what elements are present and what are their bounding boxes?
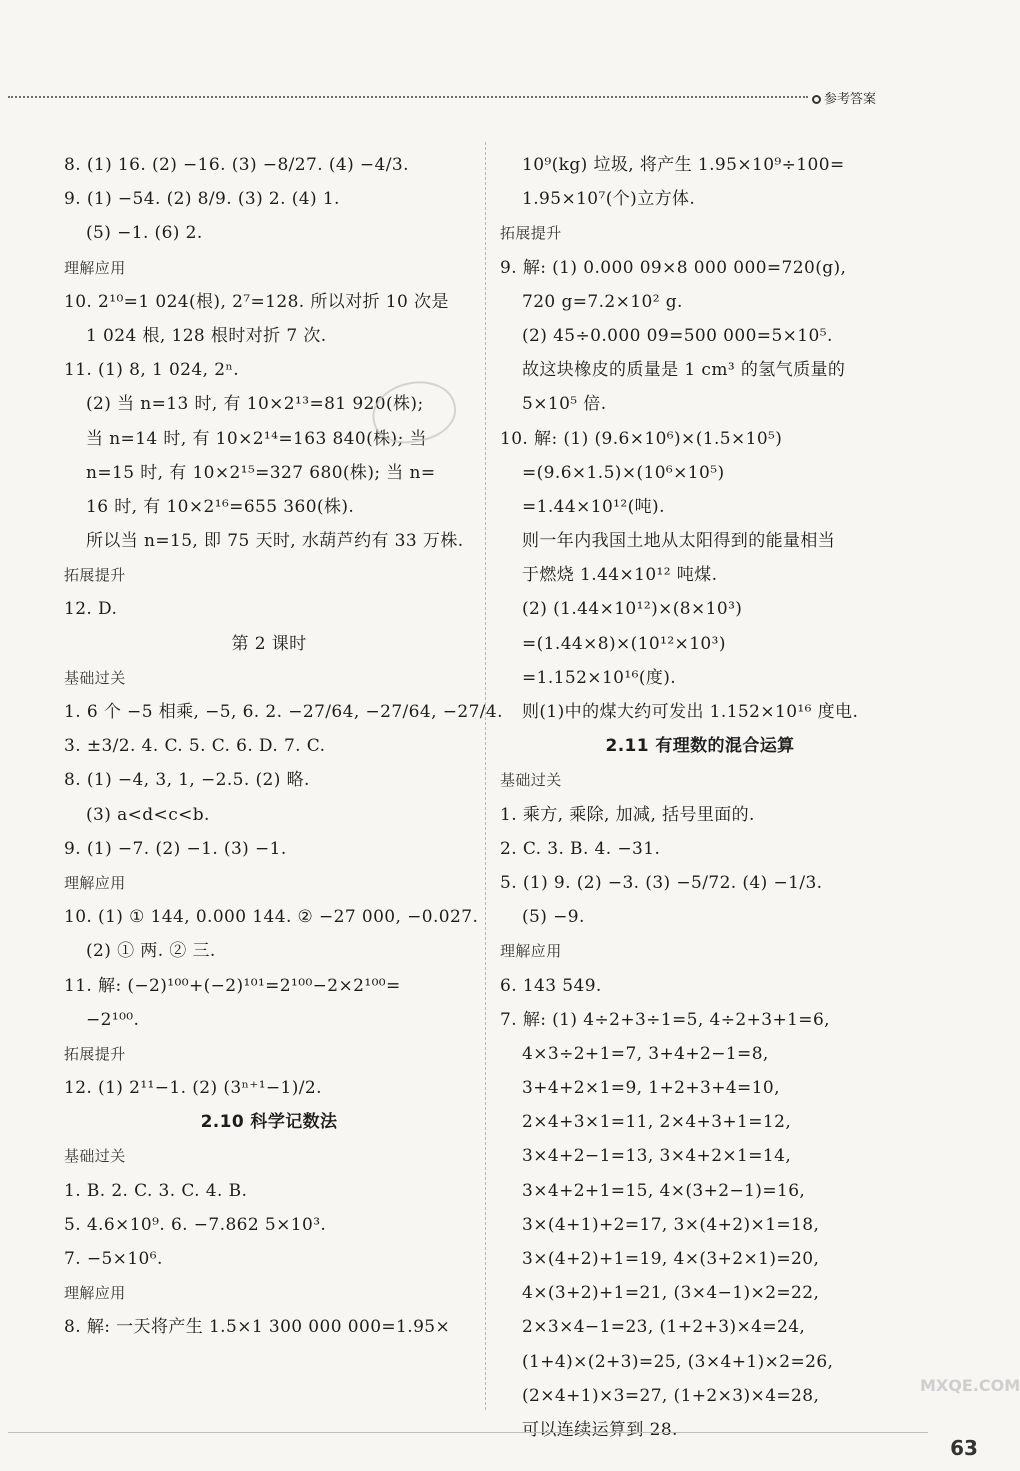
header-dotted-rule — [8, 96, 808, 98]
column-divider — [485, 142, 486, 1410]
answer-line: 2. C. 3. B. 4. −31. — [500, 838, 661, 859]
answer-line: 1 024 根, 128 根时对折 7 次. — [86, 325, 327, 346]
answer-line: 10. 解: (1) (9.6×10⁶)×(1.5×10⁵) — [500, 428, 783, 449]
category-heading: 理解应用 — [64, 258, 126, 277]
right-column — [500, 148, 900, 1447]
answer-line: 16 时, 有 10×2¹⁶=655 360(株). — [86, 496, 355, 517]
answer-line: (2) (1.44×10¹²)×(8×10³) — [522, 599, 743, 620]
answer-line: 4×(3+2)+1=21, (3×4−1)×2=22, — [522, 1283, 820, 1304]
answer-line: =(9.6×1.5)×(10⁶×10⁵) — [522, 462, 725, 483]
answer-line: 6. 143 549. — [500, 975, 602, 996]
section-title: 2.10 科学记数法 — [200, 1112, 338, 1133]
answer-line: (5) −9. — [522, 907, 585, 928]
category-heading: 基础过关 — [64, 1147, 126, 1166]
answer-line: 11. (1) 8, 1 024, 2ⁿ. — [64, 360, 239, 381]
answer-line: (5) −1. (6) 2. — [86, 223, 203, 244]
answer-line: 则一年内我国土地从太阳得到的能量相当 — [522, 531, 836, 552]
answer-line: 12. D. — [64, 599, 118, 620]
answer-line: 9. 解: (1) 0.000 09×8 000 000=720(g), — [500, 257, 847, 278]
answer-line: 7. 解: (1) 4÷2+3÷1=5, 4÷2+3+1=6, — [500, 1009, 830, 1030]
answer-line: 1. 6 个 −5 相乘, −5, 6. 2. −27/64, −27/64, −27/4. — [64, 702, 503, 722]
answer-line: 5. 4.6×10⁹. 6. −7.862 5×10³. — [64, 1214, 327, 1235]
category-heading: 理解应用 — [64, 1284, 126, 1303]
answer-line: 所以当 n=15, 即 75 天时, 水葫芦约有 33 万株. — [86, 531, 464, 552]
category-heading: 拓展提升 — [64, 1044, 126, 1063]
answer-line: 3×(4+2)+1=19, 4×(3+2×1)=20, — [522, 1249, 820, 1269]
answer-line: 3×4+2−1=13, 3×4+2×1=14, — [522, 1146, 792, 1167]
category-heading: 理解应用 — [500, 942, 562, 961]
answer-line: 故这块橡皮的质量是 1 cm³ 的氢气质量的 — [522, 360, 846, 381]
answer-line: (2) ① 两. ② 三. — [86, 941, 216, 962]
answer-line: 5. (1) 9. (2) −3. (3) −5/72. (4) −1/3. — [500, 872, 823, 893]
answer-line: =1.152×10¹⁶(度). — [522, 667, 677, 688]
answer-line: =(1.44×8)×(10¹²×10³) — [522, 633, 726, 654]
category-heading: 拓展提升 — [500, 224, 562, 243]
answer-line: =1.44×10¹²(吨). — [522, 496, 665, 517]
answer-line: (2×4+1)×3=27, (1+2×3)×4=28, — [522, 1385, 820, 1406]
answer-line: n=15 时, 有 10×2¹⁵=327 680(株); 当 n= — [86, 462, 436, 483]
answer-line: 3. ±3/2. 4. C. 5. C. 6. D. 7. C. — [64, 736, 326, 757]
page-number: 63 — [950, 1436, 978, 1460]
answer-line: 5×10⁵ 倍. — [522, 394, 607, 415]
answer-line: 1. B. 2. C. 3. C. 4. B. — [64, 1180, 248, 1201]
answer-line: 8. 解: 一天将产生 1.5×1 300 000 000=1.95× — [64, 1317, 451, 1338]
answer-line: (2) 当 n=13 时, 有 10×2¹³=81 920(株); — [86, 394, 424, 415]
answer-line: −2¹⁰⁰. — [86, 1009, 140, 1030]
answer-line: 10. 2¹⁰=1 024(根), 2⁷=128. 所以对折 10 次是 — [64, 291, 449, 312]
answer-line: 11. 解: (−2)¹⁰⁰+(−2)¹⁰¹=2¹⁰⁰−2×2¹⁰⁰= — [64, 975, 401, 996]
answer-line: 720 g=7.2×10² g. — [522, 291, 683, 312]
answer-line: 10⁹(kg) 垃圾, 将产生 1.95×10⁹÷100= — [522, 155, 845, 175]
category-heading: 基础过关 — [500, 771, 562, 790]
answer-line: 3×4+2+1=15, 4×(3+2−1)=16, — [522, 1180, 806, 1201]
answer-line: 3×(4+1)+2=17, 3×(4+2)×1=18, — [522, 1214, 820, 1235]
category-heading: 理解应用 — [64, 873, 126, 892]
answer-line: 8. (1) 16. (2) −16. (3) −8/27. (4) −4/3. — [64, 155, 409, 175]
answer-line: 12. (1) 2¹¹−1. (2) (3ⁿ⁺¹−1)/2. — [64, 1078, 322, 1099]
left-column — [64, 148, 503, 1345]
answer-line: (2) 45÷0.000 09=500 000=5×10⁵. — [522, 325, 833, 346]
answer-line: 8. (1) −4, 3, 1, −2.5. (2) 略. — [64, 770, 310, 791]
answer-line: (1+4)×(2+3)=25, (3×4+1)×2=26, — [522, 1351, 834, 1372]
header-label-text: 参考答案 — [824, 92, 877, 107]
bullet-icon — [812, 95, 821, 104]
answer-line: 则(1)中的煤大约可发出 1.152×10¹⁶ 度电. — [522, 702, 859, 722]
footer-rule — [8, 1432, 928, 1433]
section-title: 2.11 有理数的混合运算 — [605, 736, 795, 757]
watermark: MXQE.COM — [920, 1376, 1020, 1395]
category-heading: 基础过关 — [64, 668, 126, 687]
answer-line: 2×4+3×1=11, 2×4+3+1=12, — [522, 1112, 792, 1133]
answer-line: 2×3×4−1=23, (1+2+3)×4=24, — [522, 1317, 806, 1338]
answer-line: 9. (1) −7. (2) −1. (3) −1. — [64, 838, 287, 859]
answer-line: 当 n=14 时, 有 10×2¹⁴=163 840(株); 当 — [86, 428, 427, 449]
lesson-title: 第 2 课时 — [231, 633, 307, 654]
answer-line: 于燃烧 1.44×10¹² 吨煤. — [522, 565, 718, 586]
answer-line: 可以连续运算到 28. — [522, 1419, 678, 1440]
answer-line: 10. (1) ① 144, 0.000 144. ② −27 000, −0.027. — [64, 907, 479, 928]
header-label — [812, 88, 876, 107]
answer-line: 3+4+2×1=9, 1+2+3+4=10, — [522, 1078, 780, 1099]
answer-line: 4×3÷2+1=7, 3+4+2−1=8, — [522, 1043, 769, 1064]
category-heading: 拓展提升 — [64, 566, 126, 585]
answer-line: 7. −5×10⁶. — [64, 1249, 163, 1269]
answer-line: 9. (1) −54. (2) 8/9. (3) 2. (4) 1. — [64, 189, 340, 210]
answer-line: (3) a<d<c<b. — [86, 804, 210, 825]
answer-line: 1.95×10⁷(个)立方体. — [522, 189, 696, 210]
answer-line: 1. 乘方, 乘除, 加减, 括号里面的. — [500, 804, 755, 825]
